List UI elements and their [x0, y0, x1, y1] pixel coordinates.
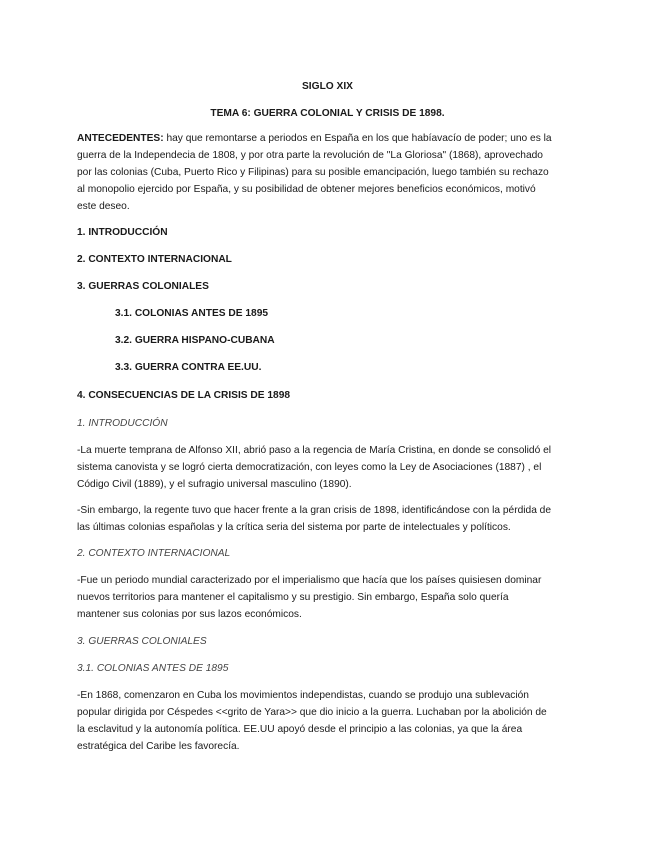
paragraph-line: popular dirigida por Céspedes <<grito de Yara>> que dio inicio a la guerra. Luchaban por la abolición de — [77, 707, 547, 718]
paragraph-line: sistema canovista y se logró cierta democratización, con leyes como la Ley de Asociaciones (1887) , el — [77, 462, 542, 473]
index-item-3-3: 3.3. GUERRA CONTRA EE.UU. — [115, 362, 262, 373]
paragraph-line: mantener sus colonias por sus lazos económicos. — [77, 609, 302, 620]
paragraph-line: la esclavitud y la autonomía política. EE.UU apoyó desde el principio a las colonias, ya que la área — [77, 724, 523, 735]
paragraph-line: guerra de la Independecia de 1808, y por otra parte la revolución de "La Gloriosa" (1868), aprovechado — [77, 150, 543, 161]
section-heading-wars: 3. GUERRAS COLONIALES — [77, 636, 207, 647]
section-heading-intro: 1. INTRODUCCIÓN — [77, 418, 168, 429]
antecedentes-paragraph — [77, 130, 577, 215]
paragraph-line: -La muerte temprana de Alfonso XII, abrió paso a la regencia de María Cristina, en donde se consolidó el — [77, 445, 551, 456]
index-item-4: 4. CONSECUENCIAS DE LA CRISIS DE 1898 — [77, 390, 291, 401]
colonies-paragraph-1 — [77, 687, 577, 755]
paragraph-line: las últimas colonias españolas y la crítica seria del sistema por parte de intelectuales y políticos. — [77, 522, 511, 533]
paragraph-line: estratégica del Caribe les favorecía. — [77, 741, 240, 752]
paragraph-line: este deseo. — [77, 201, 130, 212]
index-item-3: 3. GUERRAS COLONIALES — [77, 281, 209, 292]
antecedentes-label: ANTECEDENTES: — [77, 133, 164, 144]
index-item-3-2: 3.2. GUERRA HISPANO-CUBANA — [115, 335, 275, 346]
index-item-1: 1. INTRODUCCIÓN — [77, 227, 168, 238]
paragraph-line: -En 1868, comenzaron en Cuba los movimientos independistas, cuando se produjo una sublevación — [77, 690, 529, 701]
paragraph-line: Código Civil (1889), y el sufragio universal masculino (1890). — [77, 479, 352, 490]
section-heading-context: 2. CONTEXTO INTERNACIONAL — [77, 548, 231, 559]
paragraph-line: -Fue un periodo mundial caracterizado por el imperialismo que hacía que los países quisiesen dominar — [77, 575, 542, 586]
context-paragraph-1 — [77, 572, 577, 623]
document-subtitle: TEMA 6: GUERRA COLONIAL Y CRISIS DE 1898. — [210, 108, 445, 119]
document-title: SIGLO XIX — [302, 81, 353, 92]
intro-paragraph-2 — [77, 502, 577, 536]
index-item-2: 2. CONTEXTO INTERNACIONAL — [77, 254, 232, 265]
paragraph-line: -Sin embargo, la regente tuvo que hacer frente a la gran crisis de 1898, identificándose con la pérdida de — [77, 505, 552, 516]
paragraph-line: ANTECEDENTES: hay que remontarse a periodos en España en los que habíavacío de poder; uno es la — [77, 133, 552, 144]
paragraph-line: al monopolio ejercido por España, y su posibilidad de obtener mejores beneficios económicos, motivó — [77, 184, 536, 195]
section-heading-colonies: 3.1. COLONIAS ANTES DE 1895 — [77, 663, 229, 674]
intro-paragraph-1 — [77, 442, 577, 493]
paragraph-line: nuevos territorios para mantener el capitalismo y su prestigio. Sin embargo, España solo quería — [77, 592, 509, 603]
paragraph-line: por las colonias (Cuba, Puerto Rico y Filipinas) para su posible emancipación, luego también su rechazo — [77, 167, 549, 178]
index-item-3-1: 3.1. COLONIAS ANTES DE 1895 — [115, 308, 269, 319]
